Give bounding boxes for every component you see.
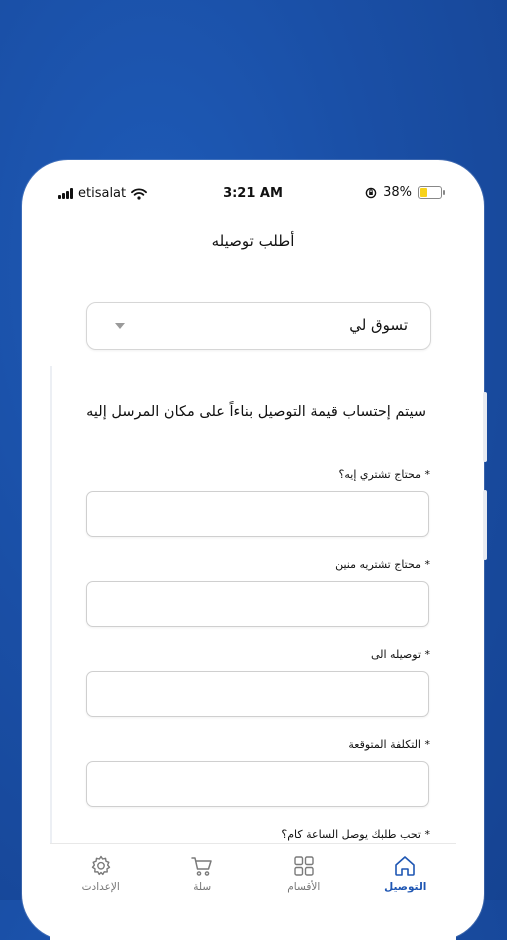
time-field-label: * تحب طلبك يوصل الساعة كام؟: [281, 828, 430, 841]
cost-field-label: * التكلفة المتوقعة: [348, 738, 430, 751]
tab-categories[interactable]: [253, 844, 355, 908]
page-title: أطلب توصيله: [211, 232, 295, 250]
item-field-label: * محتاج تشتري إيه؟: [338, 468, 430, 481]
tab-cart-label: سلة: [193, 881, 212, 893]
tab-settings[interactable]: [50, 844, 152, 908]
status-time: 3:21 AM: [223, 186, 283, 201]
battery-icon: [418, 186, 442, 199]
destination-field-input[interactable]: [86, 671, 429, 717]
tab-cart[interactable]: [152, 844, 254, 908]
store-field-input[interactable]: [86, 581, 429, 627]
carrier-name: etisalat: [78, 186, 127, 201]
grid-icon: [292, 854, 316, 878]
cart-icon: [190, 854, 214, 878]
delivery-type-select[interactable]: [86, 302, 431, 350]
delivery-info-text: سيتم إحتساب قيمة التوصيل بناءاً على مكان المرسل إليه: [86, 404, 426, 420]
status-bar: [50, 184, 456, 206]
orientation-lock-icon: [365, 187, 377, 199]
screen-edge: [50, 366, 52, 846]
store-field-label: * محتاج تشتريه منين: [335, 558, 430, 571]
cost-field-input[interactable]: [86, 761, 429, 807]
gear-icon: [89, 854, 113, 878]
tab-delivery-label: التوصيل: [384, 881, 427, 893]
app-screen: [50, 166, 456, 940]
battery-percent: 38%: [383, 185, 412, 200]
tab-delivery[interactable]: [355, 844, 457, 908]
status-bar-right: [365, 185, 442, 200]
phone-side-button: [483, 490, 487, 560]
destination-field-label: * توصيله الى: [370, 648, 430, 661]
home-icon: [393, 854, 417, 878]
delivery-type-value: تسوق لي: [349, 316, 408, 334]
bottom-tab-bar: [50, 843, 456, 908]
tab-settings-label: الإعدادت: [81, 881, 120, 893]
caret-down-icon: [115, 323, 125, 329]
battery-level: [420, 188, 427, 197]
phone-frame: [22, 160, 484, 940]
tab-categories-label: الأقسام: [287, 881, 321, 893]
phone-side-button: [483, 392, 487, 462]
item-field-input[interactable]: [86, 491, 429, 537]
